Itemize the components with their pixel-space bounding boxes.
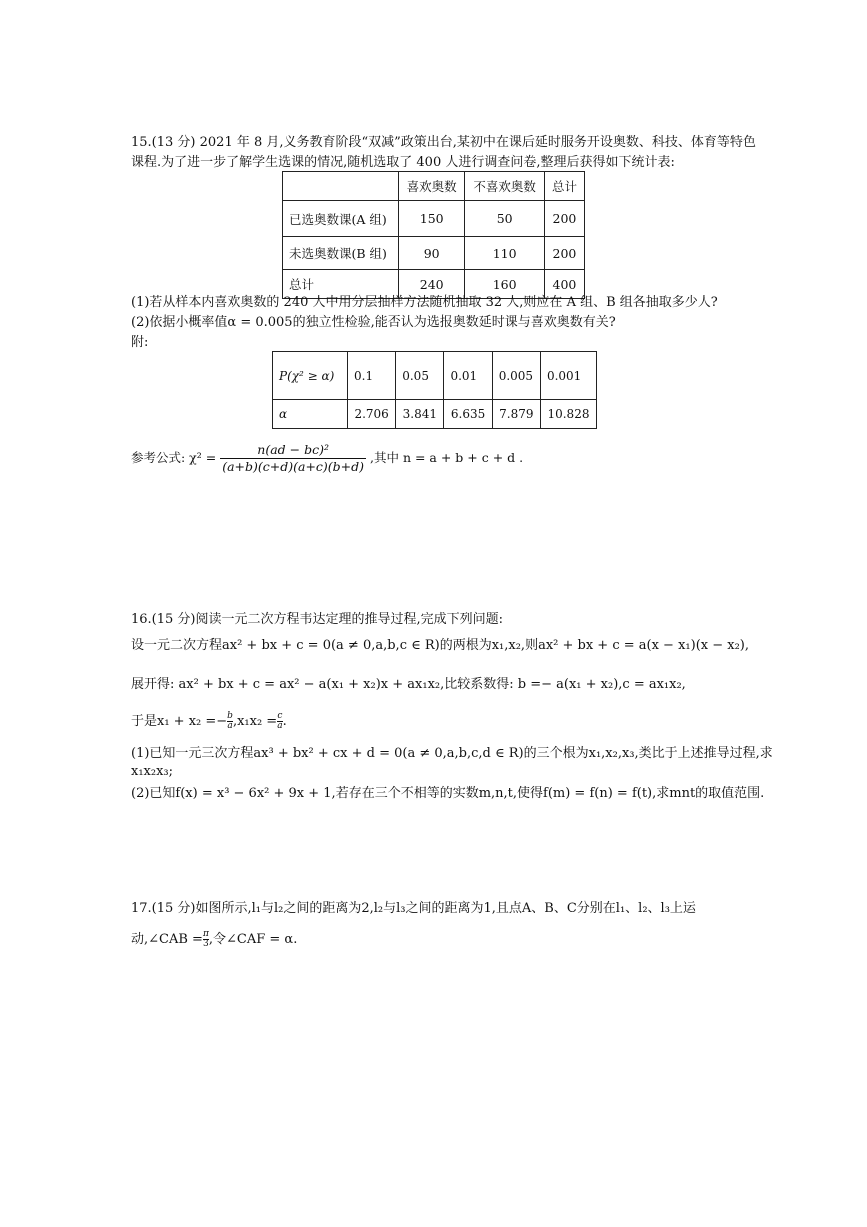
- q16-line1: 16.(15 分)阅读一元二次方程韦达定理的推导过程,完成下列问题:: [131, 612, 504, 627]
- fraction-numerator: π: [202, 929, 209, 939]
- table-cell: 200: [544, 237, 584, 270]
- q15-stats-table: [282, 171, 585, 299]
- table-cell: 未选奥数课(B 组): [283, 237, 399, 270]
- q17-line1: 17.(15 分)如图所示,l₁与l₂之间的距离为2,l₂与l₃之间的距离为1,且点A、B、C分别在l₁、l₂、l₃上运: [131, 901, 696, 916]
- fraction-numerator: b: [227, 711, 233, 721]
- fraction-denominator: 3: [203, 939, 209, 949]
- q17-line2: [131, 930, 297, 949]
- table-cell: α: [273, 400, 348, 429]
- q15-formula: [131, 442, 523, 475]
- table-row: [273, 352, 597, 400]
- formula-fraction: [220, 442, 366, 475]
- fraction-numerator: c: [277, 711, 283, 721]
- q16-line4-a: 于是x₁ + x₂ =−: [131, 714, 228, 729]
- table-cell: 150: [399, 201, 465, 237]
- formula-numerator: n(ad − bc)²: [220, 442, 366, 459]
- table-cell: 0.01: [444, 352, 492, 400]
- table-cell: 90: [399, 237, 465, 270]
- q17-line2-a: 动,∠CAB =: [131, 932, 203, 947]
- q16-line2: 设一元二次方程ax² + bx + c = 0(a ≠ 0,a,b,c ∈ R)的两根为x₁,x₂,则ax² + bx + c = a(x − x₁)(x − x₂),: [131, 638, 750, 653]
- table-cell: 400: [544, 270, 584, 299]
- table-cell: 总计: [544, 172, 584, 201]
- table-cell: 不喜欢奥数: [465, 172, 545, 201]
- q16-line4: [131, 712, 287, 731]
- table-cell: 200: [544, 201, 584, 237]
- formula-suffix: ,其中 n = a + b + c + d .: [370, 450, 524, 465]
- q15-part1: (1)若从样本内喜欢奥数的 240 人中用分层抽样方法随机抽取 32 人,则应在 A 组、B 组各抽取多少人?: [131, 295, 718, 310]
- table-cell: 0.005: [492, 352, 540, 400]
- table-cell: 10.828: [540, 400, 596, 429]
- formula-denominator: (a+b)(c+d)(a+c)(b+d): [222, 459, 365, 474]
- table-cell: [283, 172, 399, 201]
- q16-part2: (2)已知f(x) = x³ − 6x² + 9x + 1,若存在三个不相等的实数m,n,t,使得f(m) = f(n) = f(t),求mnt的取值范围.: [131, 786, 765, 801]
- fraction-denominator: a: [277, 721, 283, 731]
- q15-part2: (2)依据小概率值α = 0.005的独立性检验,能否认为选报奥数延时课与喜欢奥数有关?: [131, 315, 616, 330]
- table-cell: P(χ² ≥ α): [273, 352, 348, 400]
- q16-part1: (1)已知一元三次方程ax³ + bx² + cx + d = 0(a ≠ 0,a,b,c,d ∈ R)的三个根为x₁,x₂,x₃,类比于上述推导过程,求: [131, 746, 773, 761]
- table-row: [273, 400, 597, 429]
- q15-line2: 课程.为了进一步了解学生选课的情况,随机选取了 400 人进行调查问卷,整理后获得如下统计表:: [131, 155, 675, 170]
- table-cell: 50: [465, 201, 545, 237]
- table-row: [283, 172, 585, 201]
- table-cell: 240: [399, 270, 465, 299]
- table-cell: 110: [465, 237, 545, 270]
- q16-line4-b: ,x₁x₂ =: [232, 714, 278, 729]
- table-cell: 3.841: [396, 400, 444, 429]
- table-row: [283, 237, 585, 270]
- fraction-denominator: a: [227, 721, 233, 731]
- table-cell: 已选奥数课(A 组): [283, 201, 399, 237]
- formula-prefix: 参考公式: χ² =: [131, 450, 217, 465]
- table-cell: 6.635: [444, 400, 492, 429]
- table-cell: 0.05: [396, 352, 444, 400]
- table-cell: 2.706: [348, 400, 396, 429]
- table-cell: 总计: [283, 270, 399, 299]
- q15-appendix: 附:: [131, 335, 149, 350]
- q16-line4-c: .: [282, 714, 287, 729]
- table-cell: 喜欢奥数: [399, 172, 465, 201]
- table-cell: 0.001: [540, 352, 596, 400]
- table-cell: 7.879: [492, 400, 540, 429]
- q17-line2-b: ,令∠CAF = α.: [208, 932, 298, 947]
- q15-line1: 15.(13 分) 2021 年 8 月,义务教育阶段“双减”政策出台,某初中在课后延时服务开设奥数、科技、体育等特色: [131, 135, 756, 150]
- table-cell: 0.1: [348, 352, 396, 400]
- q15-reference-table: [272, 351, 597, 429]
- q16-line3: 展开得: ax² + bx + c = ax² − a(x₁ + x₂)x + ax₁x₂,比较系数得: b =− a(x₁ + x₂),c = ax₁x₂,: [131, 677, 686, 692]
- table-row: [283, 201, 585, 237]
- table-cell: 160: [465, 270, 545, 299]
- q16-part1-cont: x₁x₂x₃;: [131, 764, 174, 779]
